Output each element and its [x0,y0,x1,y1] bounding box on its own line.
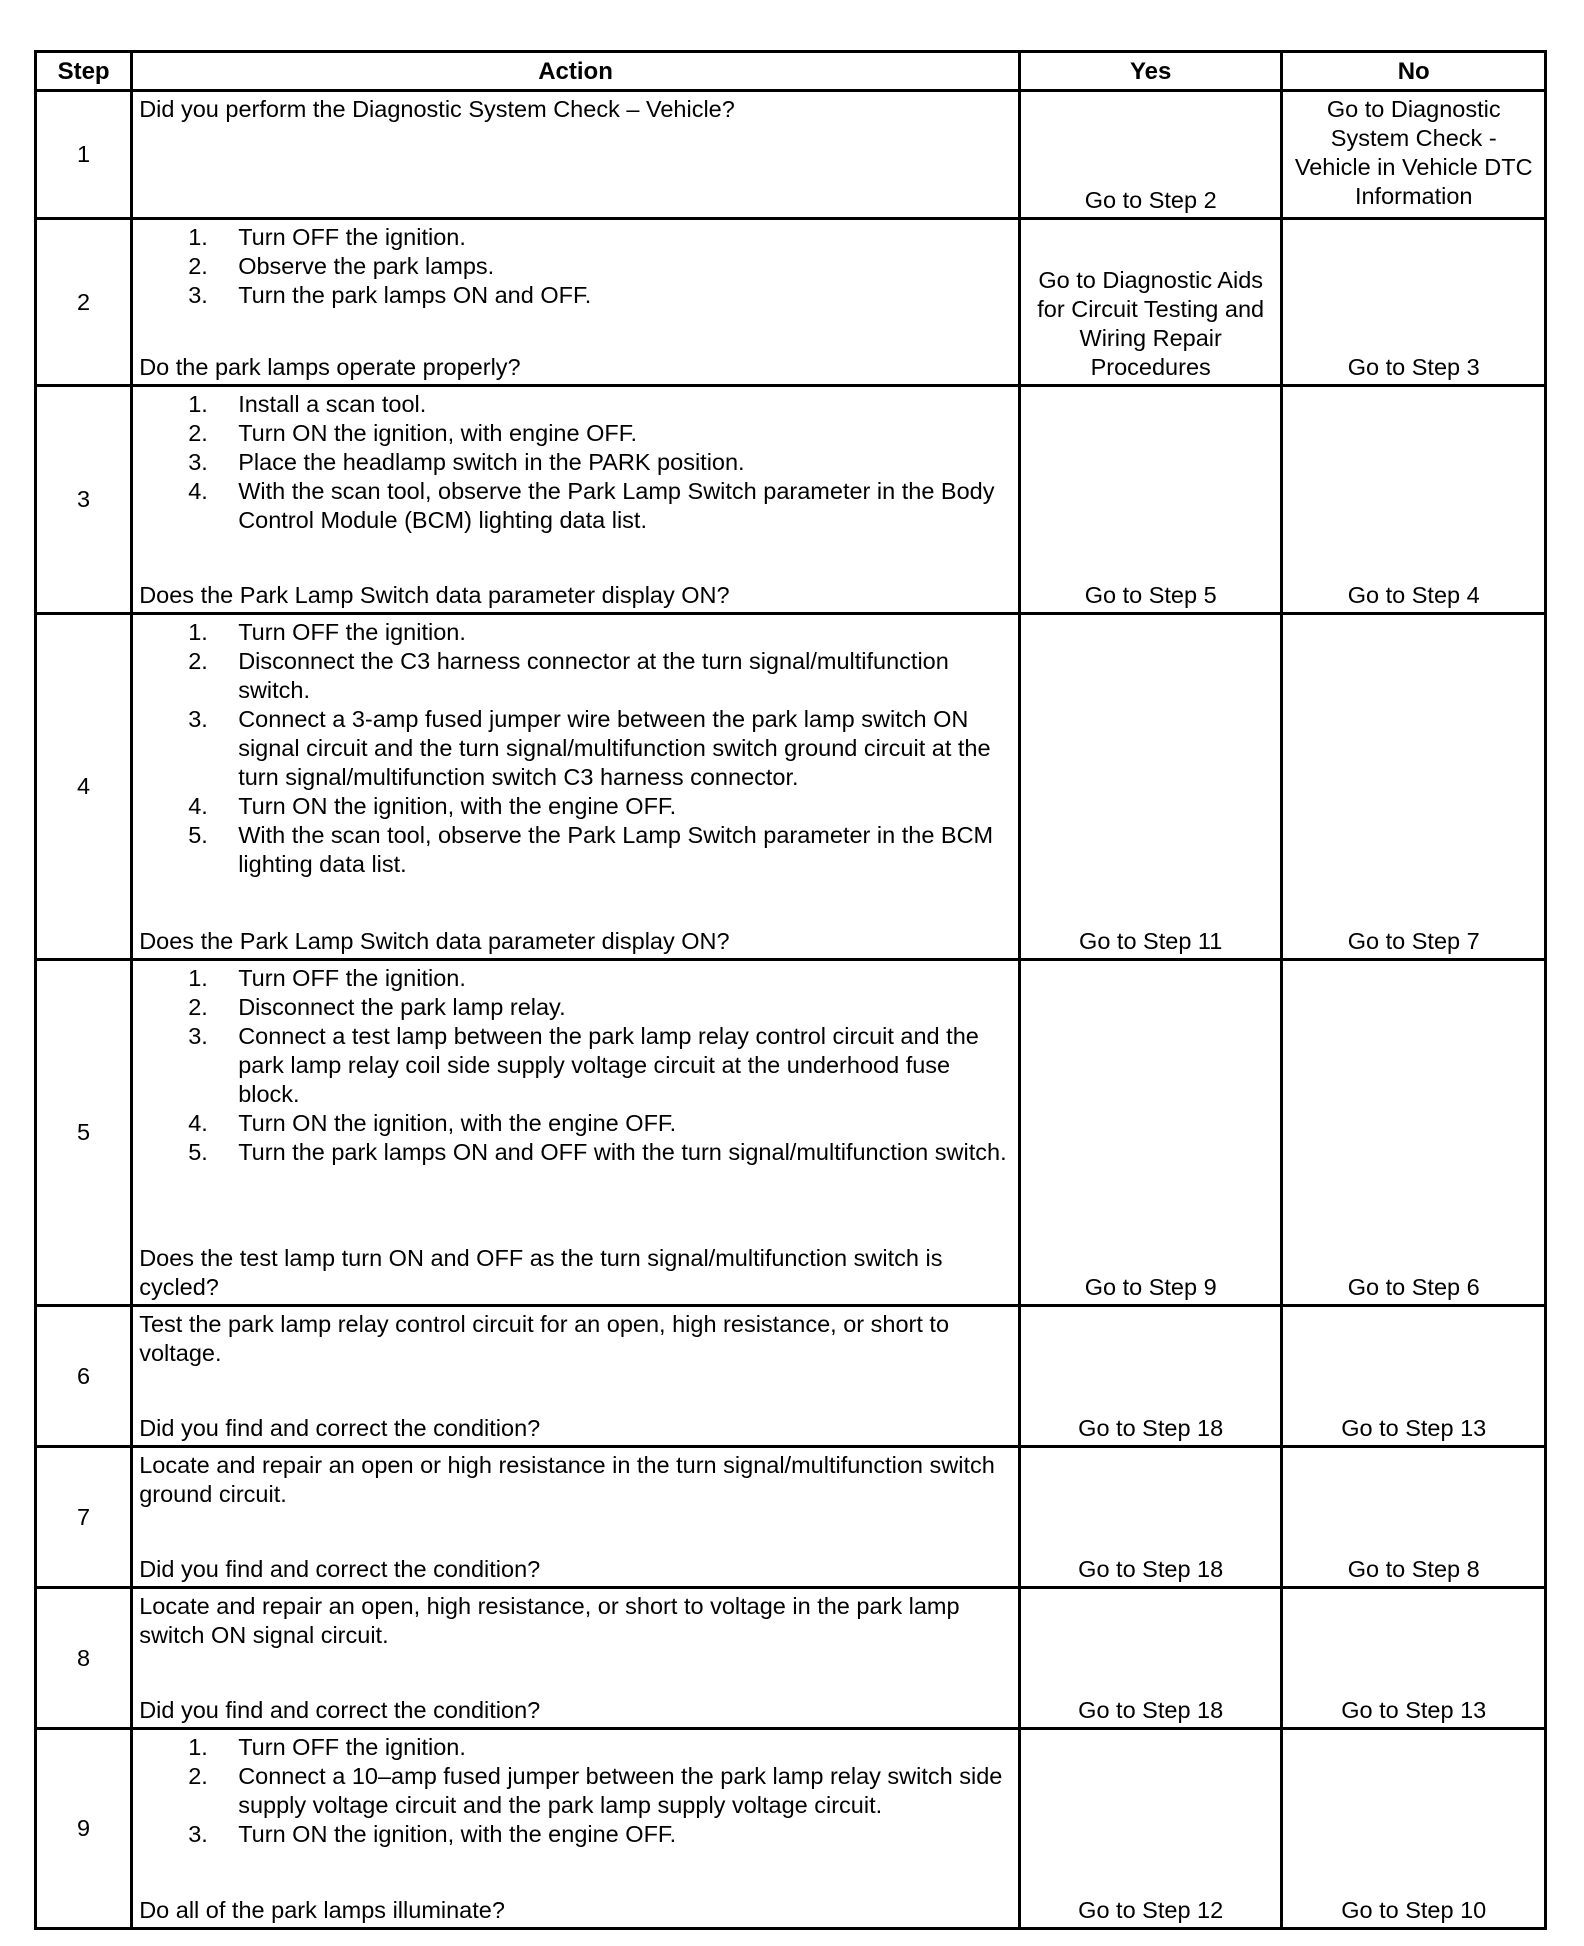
action-step-item [188,1820,1012,1849]
action-step-text: Connect a 3-amp fused jumper wire between the park lamp switch ON signal circuit and the turn signal/multifunction switch ground circuit at the turn signal/multifunction switch C3 harness connector. [238,706,991,790]
action-cell [132,1447,1020,1588]
action-step-number: 1. [188,391,208,417]
action-step-number: 3. [188,706,208,732]
action-step-number: 2. [188,648,208,674]
action-step-item [188,1733,1012,1762]
step-number: 3 [36,386,132,614]
action-step-text: Disconnect the park lamp relay. [238,994,566,1020]
table-row [36,1588,1546,1729]
action-step-number: 3. [188,1023,208,1049]
action-step-item [188,821,1012,879]
action-step-list [139,964,1012,1167]
yes-result: Go to Step 2 [1019,91,1282,219]
yes-result: Go to Step 9 [1019,960,1282,1306]
action-step-item [188,792,1012,821]
table-row [36,1447,1546,1588]
action-step-item [188,1109,1012,1138]
action-question: Do all of the park lamps illuminate? [139,1897,505,1923]
step-number: 2 [36,219,132,386]
action-step-text: Connect a test lamp between the park lamp relay control circuit and the park lamp relay coil side supply voltage circuit at the underhood fuse block. [238,1023,979,1107]
yes-result: Go to Step 11 [1019,614,1282,960]
action-question: Did you find and correct the condition? [139,1556,541,1582]
table-row [36,219,1546,386]
action-question: Does the Park Lamp Switch data parameter display ON? [139,928,730,954]
action-cell [132,1306,1020,1447]
action-step-number: 5. [188,1139,208,1165]
header-no: No [1282,52,1546,91]
action-step-item [188,705,1012,792]
action-step-item [188,993,1012,1022]
yes-result: Go to Step 18 [1019,1306,1282,1447]
action-step-item [188,252,1012,281]
no-result: Go to Step 7 [1282,614,1546,960]
action-step-item [188,477,1012,535]
no-result: Go to Step 6 [1282,960,1546,1306]
no-result: Go to Step 3 [1282,219,1546,386]
action-step-number: 5. [188,822,208,848]
table-row [36,960,1546,1306]
yes-result: Go to Step 5 [1019,386,1282,614]
action-cell [132,614,1020,960]
table-row [36,1729,1546,1929]
action-instruction: Test the park lamp relay control circuit for an open, high resistance, or short to voltage. [139,1311,950,1366]
action-step-item [188,281,1012,310]
yes-result: Go to Step 12 [1019,1729,1282,1929]
action-cell [132,1729,1020,1929]
diagnostic-table [34,50,1547,1930]
table-row [36,91,1546,219]
action-step-number: 3. [188,449,208,475]
action-step-text: Turn OFF the ignition. [238,619,466,645]
header-yes: Yes [1019,52,1282,91]
no-result: Go to Step 4 [1282,386,1546,614]
action-instruction: Locate and repair an open or high resistance in the turn signal/multifunction switch ground circuit. [139,1452,995,1507]
action-step-text: Turn OFF the ignition. [238,224,466,250]
header-action: Action [132,52,1020,91]
action-step-text: Connect a 10–amp fused jumper between the park lamp relay switch side supply voltage circuit and the park lamp supply voltage circuit. [238,1763,1003,1818]
action-step-item [188,1022,1012,1109]
table-row [36,614,1546,960]
action-question: Does the Park Lamp Switch data parameter display ON? [139,582,730,608]
action-question: Did you perform the Diagnostic System Check – Vehicle? [139,96,735,122]
action-step-number: 1. [188,1734,208,1760]
action-step-number: 2. [188,253,208,279]
action-step-number: 4. [188,1110,208,1136]
action-step-text: Turn ON the ignition, with the engine OFF. [238,793,677,819]
no-result: Go to Step 8 [1282,1447,1546,1588]
action-step-text: Turn ON the ignition, with the engine OFF. [238,1821,677,1847]
action-question: Do the park lamps operate properly? [139,354,521,380]
action-question: Did you find and correct the condition? [139,1697,541,1723]
action-step-item [188,647,1012,705]
step-number: 1 [36,91,132,219]
action-step-number: 1. [188,965,208,991]
no-result: Go to Step 13 [1282,1588,1546,1729]
header-step: Step [36,52,132,91]
action-step-number: 2. [188,420,208,446]
yes-result: Go to Step 18 [1019,1588,1282,1729]
action-step-number: 4. [188,478,208,504]
action-step-item [188,223,1012,252]
action-step-text: Turn ON the ignition, with engine OFF. [238,420,637,446]
yes-result: Go to Diagnostic Aids for Circuit Testing and Wiring Repair Procedures [1019,219,1282,386]
action-step-number: 3. [188,282,208,308]
action-step-item [188,419,1012,448]
action-step-number: 1. [188,619,208,645]
no-result: Go to Step 10 [1282,1729,1546,1929]
action-step-text: With the scan tool, observe the Park Lamp Switch parameter in the BCM lighting data list. [238,822,994,877]
action-step-item [188,448,1012,477]
action-cell [132,960,1020,1306]
no-result: Go to Step 13 [1282,1306,1546,1447]
table-row [36,1306,1546,1447]
action-step-number: 2. [188,1763,208,1789]
action-step-text: Turn the park lamps ON and OFF. [238,282,592,308]
action-step-text: With the scan tool, observe the Park Lamp Switch parameter in the Body Control Module (BCM) lighting data list. [238,478,995,533]
action-cell [132,386,1020,614]
step-number: 5 [36,960,132,1306]
yes-result: Go to Step 18 [1019,1447,1282,1588]
step-number: 9 [36,1729,132,1929]
action-step-text: Turn ON the ignition, with the engine OFF. [238,1110,677,1136]
action-step-text: Turn the park lamps ON and OFF with the turn signal/multifunction switch. [238,1139,1007,1165]
action-step-item [188,964,1012,993]
step-number: 7 [36,1447,132,1588]
action-step-list [139,1733,1012,1849]
action-step-item [188,618,1012,647]
action-step-number: 1. [188,224,208,250]
action-step-text: Disconnect the C3 harness connector at the turn signal/multifunction switch. [238,648,949,703]
action-step-list [139,390,1012,535]
action-step-text: Turn OFF the ignition. [238,1734,466,1760]
action-step-list [139,618,1012,879]
step-number: 4 [36,614,132,960]
step-number: 8 [36,1588,132,1729]
action-instruction: Locate and repair an open, high resistance, or short to voltage in the park lamp switch ON signal circuit. [139,1593,960,1648]
action-step-number: 3. [188,1821,208,1847]
action-step-number: 2. [188,994,208,1020]
action-step-text: Observe the park lamps. [238,253,495,279]
no-result: Go to Diagnostic System Check - Vehicle in Vehicle DTC Information [1282,91,1546,219]
step-number: 6 [36,1306,132,1447]
action-step-text: Place the headlamp switch in the PARK position. [238,449,745,475]
action-cell [132,91,1020,219]
action-step-text: Turn OFF the ignition. [238,965,466,991]
header-row [36,52,1546,91]
action-step-number: 4. [188,793,208,819]
action-step-item [188,390,1012,419]
action-question: Does the test lamp turn ON and OFF as the turn signal/multifunction switch is cycled? [139,1245,943,1300]
action-cell [132,219,1020,386]
action-step-text: Install a scan tool. [238,391,427,417]
action-step-list [139,223,1012,310]
table-row [36,386,1546,614]
action-cell [132,1588,1020,1729]
action-step-item [188,1138,1012,1167]
action-question: Did you find and correct the condition? [139,1415,541,1441]
action-step-item [188,1762,1012,1820]
